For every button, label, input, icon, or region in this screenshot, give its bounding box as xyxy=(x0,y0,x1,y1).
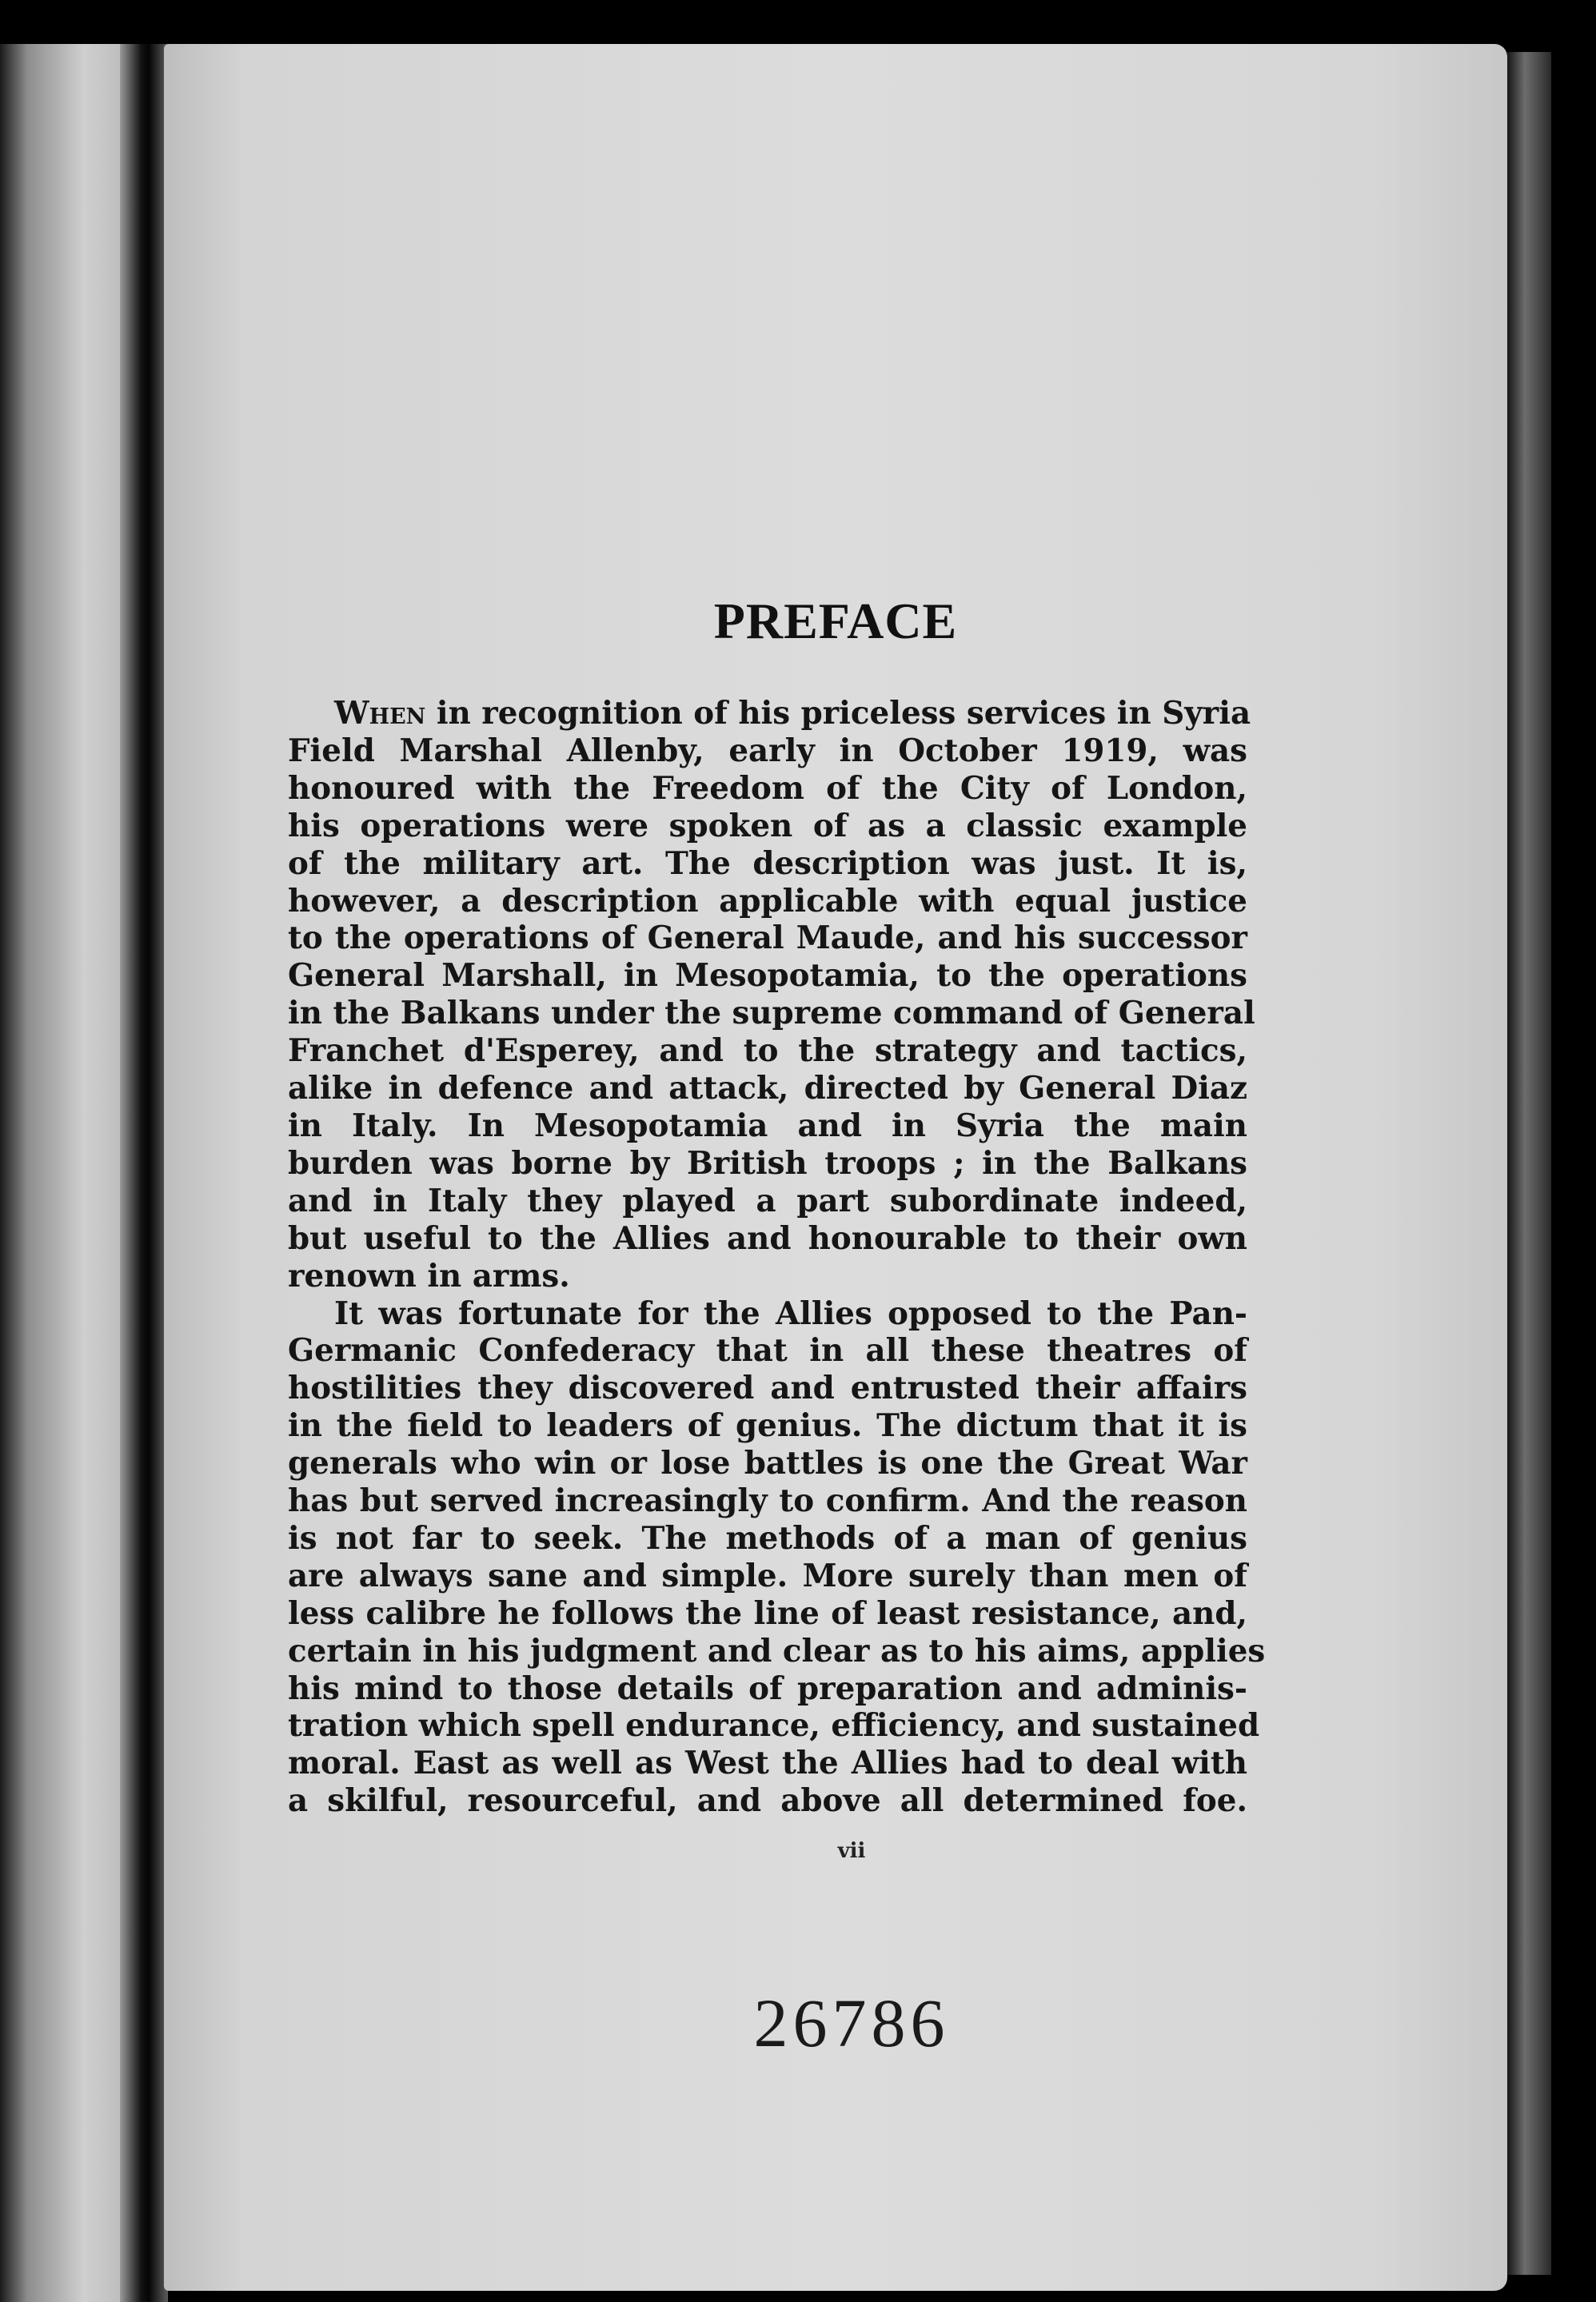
text-line: but useful to the Allies and honourable to their own xyxy=(288,1220,1247,1257)
text-line: of the military art. The description was just. It is, xyxy=(288,845,1247,882)
page-number: vii xyxy=(837,1839,866,1863)
text-line: in the field to leaders of genius. The dictum that it is xyxy=(288,1408,1247,1445)
text-line: Germanic Confederacy that in all these theatres of xyxy=(288,1333,1247,1370)
text-line: General Marshall, in Mesopotamia, to the operations xyxy=(288,958,1247,995)
text-line: is not far to seek. The methods of a man of genius xyxy=(288,1520,1247,1557)
text-line: to the operations of General Maude, and his successor xyxy=(288,920,1247,957)
text-line: hostilities they discovered and entrusted their affairs xyxy=(288,1370,1247,1407)
page-title: PREFACE xyxy=(713,592,958,649)
stamped-number: 26786 xyxy=(753,1985,950,2061)
text-line: It was fortunate for the Allies opposed to the Pan- xyxy=(334,1295,1247,1332)
lead-word: When xyxy=(334,696,426,732)
text-line: has but served increasingly to confirm. And the reason xyxy=(288,1483,1247,1520)
text-line: certain in his judgment and clear as to his aims, applies xyxy=(288,1633,1266,1670)
text-line: less calibre he follows the line of least resistance, and, xyxy=(288,1595,1247,1632)
text-line: Franchet d'Esperey, and to the strategy and tactics, xyxy=(288,1033,1247,1070)
text-line: Field Marshal Allenby, early in October 1919, was xyxy=(288,732,1247,769)
text-line: alike in defence and attack, directed by General Diaz xyxy=(288,1071,1247,1107)
text-line: renown in arms. xyxy=(288,1258,570,1295)
book-spine xyxy=(120,44,168,2302)
line-text: in recognition of his priceless services in Syria xyxy=(425,696,1251,732)
text-line: his operations were spoken of as a classic example xyxy=(288,808,1247,844)
text-line: tration which spell endurance, efficiency, and sustained xyxy=(288,1708,1260,1745)
text-line: and in Italy they played a part subordinate indeed, xyxy=(288,1183,1247,1219)
text-line xyxy=(288,696,1251,733)
text-line: burden was borne by British troops ; in the Balkans xyxy=(288,1145,1247,1182)
text-line: moral. East as well as West the Allies had to deal with xyxy=(288,1745,1247,1782)
text-line: honoured with the Freedom of the City of London, xyxy=(288,770,1247,807)
right-page-edge xyxy=(1507,52,1551,2275)
text-line: a skilful, resourceful, and above all determined foe. xyxy=(288,1783,1247,1820)
preface-body xyxy=(288,696,1266,1821)
text-line: in Italy. In Mesopotamia and in Syria the main xyxy=(288,1107,1247,1144)
text-line: however, a description applicable with equal justice xyxy=(288,883,1247,920)
text-line: his mind to those details of preparation and adminis- xyxy=(288,1670,1247,1707)
text-line: generals who win or lose battles is one the Great War xyxy=(288,1446,1247,1482)
text-line: are always sane and simple. More surely than men of xyxy=(288,1558,1247,1594)
text-line: in the Balkans under the supreme command of General xyxy=(288,995,1255,1032)
